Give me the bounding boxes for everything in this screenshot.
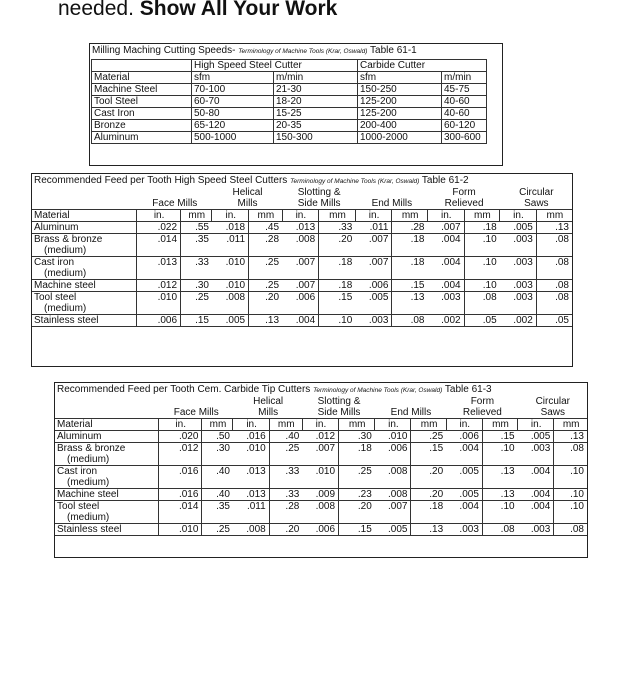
unit-mm: mm (411, 419, 446, 431)
value-cell: .003 (446, 524, 482, 536)
group-header: Form Relieved (462, 396, 502, 418)
value-cell: .13 (411, 524, 446, 536)
unit-mm: mm (339, 419, 375, 431)
value-cell: .008 (212, 292, 249, 315)
value-cell: .012 (137, 280, 181, 292)
material-name: Tool steel (57, 501, 100, 512)
value-cell: .006 (355, 280, 392, 292)
material-cell: Bronze (92, 120, 192, 132)
material-cell (32, 234, 137, 257)
table-row (32, 315, 572, 327)
value-cell: .30 (181, 280, 212, 292)
value-cell: .003 (518, 443, 554, 466)
material-name: Stainless steel (57, 524, 122, 535)
value-cell: .004 (427, 257, 464, 280)
table-row (92, 96, 487, 108)
table-caption: Recommended Feed per Tooth High Speed Steel Cutters Terminology of Machine Tools (Krar, Oswald) Table 61-2 (34, 175, 469, 186)
material-cell (32, 257, 137, 280)
value-cell: .18 (319, 280, 356, 292)
value-cell: .10 (554, 501, 587, 524)
material-cell (32, 292, 137, 315)
material-cell: Cast Iron (92, 108, 192, 120)
value-cell: .25 (411, 431, 446, 443)
value-cell: .50 (202, 431, 233, 443)
value-cell: .004 (282, 315, 319, 327)
value-cell: .10 (464, 257, 500, 280)
table-row (92, 84, 487, 96)
value-cell: .010 (212, 257, 249, 280)
value-cell: .08 (464, 292, 500, 315)
value-cell: .20 (411, 466, 446, 489)
value-cell: 15-25 (274, 108, 358, 120)
value-cell: .010 (212, 280, 249, 292)
feed-carbide-grid (55, 396, 587, 536)
feed-carbide-table (54, 382, 588, 558)
group-header-row (32, 187, 572, 210)
feed-hss-grid (32, 187, 572, 327)
table-row (32, 292, 572, 315)
value-cell: 40-60 (442, 108, 487, 120)
unit-in: in. (233, 419, 269, 431)
value-cell: .33 (269, 489, 302, 501)
value-cell: .10 (482, 443, 517, 466)
value-cell: .10 (554, 489, 587, 501)
units-row (55, 419, 587, 431)
group-header: Circular Saws (535, 396, 571, 418)
table-caption: Recommended Feed per Tooth Cem. Carbide Tip Cutters Terminology of Machine Tools (Krar, Oswald) Table 61-3 (57, 384, 492, 395)
value-cell: .25 (249, 280, 282, 292)
value-cell: .40 (202, 489, 233, 501)
value-cell: .011 (212, 234, 249, 257)
value-cell: .006 (446, 431, 482, 443)
material-name: Machine steel (34, 280, 96, 291)
value-cell: .28 (269, 501, 302, 524)
unit-in: in. (158, 419, 201, 431)
value-cell: .010 (137, 292, 181, 315)
value-cell: 300-600 (442, 132, 487, 144)
value-cell: .15 (392, 280, 428, 292)
value-cell: .13 (249, 315, 282, 327)
group-header: Slotting & Side Mills (317, 396, 361, 418)
value-cell: .007 (355, 234, 392, 257)
material-cell (32, 222, 137, 234)
value-cell: .009 (302, 489, 338, 501)
value-cell: .05 (536, 315, 572, 327)
value-cell: .008 (282, 234, 319, 257)
material-name: Aluminum (34, 222, 79, 233)
value-cell: .003 (500, 280, 537, 292)
material-grade: (medium) (67, 454, 110, 465)
value-cell: .25 (181, 292, 212, 315)
value-cell: .45 (249, 222, 282, 234)
unit-in: in. (375, 419, 411, 431)
unit-mm: mm (464, 210, 500, 222)
value-cell: .005 (500, 222, 537, 234)
value-cell: 150-300 (274, 132, 358, 144)
unit-header: m/min (442, 72, 487, 84)
unit-mm: mm (392, 210, 428, 222)
page-heading (58, 0, 337, 21)
value-cell: .18 (411, 501, 446, 524)
material-cell (32, 315, 137, 327)
value-cell: .005 (446, 466, 482, 489)
material-grade: (medium) (44, 245, 87, 256)
value-cell: 150-250 (358, 84, 442, 96)
unit-in: in. (282, 210, 319, 222)
value-cell: .15 (339, 524, 375, 536)
value-cell: .010 (375, 431, 411, 443)
value-cell: .08 (536, 292, 572, 315)
value-cell: 65-120 (192, 120, 274, 132)
value-cell: 125-200 (358, 96, 442, 108)
value-cell: .004 (518, 466, 554, 489)
value-cell: .18 (464, 222, 500, 234)
value-cell: .15 (319, 292, 356, 315)
value-cell: .003 (355, 315, 392, 327)
value-cell: .018 (212, 222, 249, 234)
value-cell: .004 (446, 443, 482, 466)
unit-mm: mm (554, 419, 587, 431)
table-row (55, 524, 587, 536)
value-cell: .25 (202, 524, 233, 536)
table-row (32, 280, 572, 292)
group-header: End Mills (390, 407, 432, 418)
unit-in: in. (446, 419, 482, 431)
value-cell: .004 (427, 280, 464, 292)
group-hss: High Speed Steel Cutter (192, 60, 358, 72)
value-cell: .55 (181, 222, 212, 234)
cutting-speeds-table (89, 43, 503, 166)
table-row (32, 222, 572, 234)
value-cell: .003 (500, 257, 537, 280)
unit-mm: mm (269, 419, 302, 431)
value-cell: .002 (427, 315, 464, 327)
value-cell: .08 (536, 257, 572, 280)
unit-in: in. (427, 210, 464, 222)
group-header: Slotting & Side Mills (297, 187, 341, 209)
value-cell: .007 (282, 280, 319, 292)
value-cell: .10 (464, 234, 500, 257)
value-cell: .20 (269, 524, 302, 536)
value-cell: .13 (482, 466, 517, 489)
unit-mm: mm (536, 210, 572, 222)
value-cell: .003 (500, 292, 537, 315)
table-row (32, 257, 572, 280)
value-cell: .011 (233, 501, 269, 524)
material-name: Cast iron (57, 466, 98, 477)
value-cell: 18-20 (274, 96, 358, 108)
group-header: Form Relieved (444, 187, 484, 209)
table-row (32, 234, 572, 257)
value-cell: .15 (482, 431, 517, 443)
value-cell: .08 (536, 280, 572, 292)
material-name: Stainless steel (34, 315, 99, 326)
value-cell: .08 (392, 315, 428, 327)
value-cell: .014 (158, 501, 201, 524)
unit-in: in. (212, 210, 249, 222)
value-cell: 60-120 (442, 120, 487, 132)
value-cell: .08 (554, 524, 587, 536)
value-cell: 125-200 (358, 108, 442, 120)
table-row (55, 431, 587, 443)
table-row (92, 132, 487, 144)
group-header: Helical Mills (253, 396, 284, 418)
value-cell: .004 (518, 501, 554, 524)
value-cell: .30 (202, 443, 233, 466)
value-cell: 20-35 (274, 120, 358, 132)
value-cell: .002 (500, 315, 537, 327)
col-material: Material (32, 210, 137, 222)
value-cell: .007 (375, 501, 411, 524)
value-cell: .13 (482, 489, 517, 501)
table-row (55, 443, 587, 466)
value-cell: .13 (554, 431, 587, 443)
value-cell: .013 (233, 489, 269, 501)
value-cell: .007 (427, 222, 464, 234)
value-cell: .10 (464, 280, 500, 292)
value-cell: .022 (137, 222, 181, 234)
group-carbide: Carbide Cutter (358, 60, 487, 72)
value-cell: .010 (158, 524, 201, 536)
value-cell: .012 (302, 431, 338, 443)
unit-in: in. (137, 210, 181, 222)
value-cell: .010 (302, 466, 338, 489)
material-cell (32, 280, 137, 292)
cutting-speeds-grid (91, 59, 487, 144)
value-cell: .33 (319, 222, 356, 234)
unit-header: sfm (358, 72, 442, 84)
value-cell: 1000-2000 (358, 132, 442, 144)
table-row (55, 489, 587, 501)
value-cell: .23 (339, 489, 375, 501)
material-name: Aluminum (57, 431, 102, 442)
value-cell: .003 (518, 524, 554, 536)
table-row (92, 120, 487, 132)
col-material: Material (92, 72, 192, 84)
value-cell: 500-1000 (192, 132, 274, 144)
value-cell: .012 (158, 443, 201, 466)
heading-prefix: needed. (58, 0, 140, 20)
value-cell: .10 (482, 501, 517, 524)
value-cell: .05 (464, 315, 500, 327)
value-cell: 40-60 (442, 96, 487, 108)
value-cell: .40 (269, 431, 302, 443)
material-cell: Machine Steel (92, 84, 192, 96)
value-cell: .08 (554, 443, 587, 466)
value-cell: .016 (158, 489, 201, 501)
value-cell: .014 (137, 234, 181, 257)
group-header-row (55, 396, 587, 419)
group-header: Circular Saws (519, 187, 554, 209)
unit-mm: mm (202, 419, 233, 431)
value-cell: .013 (282, 222, 319, 234)
value-cell: .006 (282, 292, 319, 315)
value-cell: .15 (411, 443, 446, 466)
value-cell: .18 (319, 257, 356, 280)
value-cell: .005 (446, 489, 482, 501)
group-header: Helical Mills (232, 187, 263, 209)
value-cell: .011 (355, 222, 392, 234)
value-cell: .20 (249, 292, 282, 315)
material-name: Brass & bronze (34, 234, 103, 245)
value-cell: .006 (137, 315, 181, 327)
unit-mm: mm (319, 210, 356, 222)
value-cell: .18 (339, 443, 375, 466)
material-grade: (medium) (44, 303, 87, 314)
value-cell: .008 (375, 489, 411, 501)
value-cell: .005 (355, 292, 392, 315)
material-cell (55, 489, 158, 501)
material-name: Brass & bronze (57, 443, 126, 454)
material-grade: (medium) (67, 512, 110, 523)
value-cell: .13 (392, 292, 428, 315)
feed-hss-table (31, 173, 573, 367)
value-cell: .003 (427, 292, 464, 315)
value-cell: .33 (269, 466, 302, 489)
unit-in: in. (355, 210, 392, 222)
value-cell: .28 (392, 222, 428, 234)
value-cell: .005 (212, 315, 249, 327)
value-cell: .006 (302, 524, 338, 536)
table-row (55, 466, 587, 489)
value-cell: .016 (233, 431, 269, 443)
material-cell: Tool Steel (92, 96, 192, 108)
value-cell: .20 (411, 489, 446, 501)
group-header: End Mills (371, 198, 413, 209)
value-cell: .020 (158, 431, 201, 443)
units-row (32, 210, 572, 222)
unit-header: m/min (274, 72, 358, 84)
value-cell: 45-75 (442, 84, 487, 96)
material-cell (55, 466, 158, 489)
value-cell: .008 (233, 524, 269, 536)
value-cell: .18 (392, 257, 428, 280)
material-name: Machine steel (57, 489, 119, 500)
value-cell: .004 (446, 501, 482, 524)
value-cell: .005 (518, 431, 554, 443)
value-cell: .013 (233, 466, 269, 489)
group-header: Face Mills (173, 407, 219, 418)
value-cell: .004 (518, 489, 554, 501)
value-cell: .004 (427, 234, 464, 257)
unit-in: in. (500, 210, 537, 222)
value-cell: .008 (375, 466, 411, 489)
value-cell: .08 (536, 234, 572, 257)
table-caption: Milling Maching Cutting Speeds- Terminology of Machine Tools (Krar, Oswald) Table 61-1 (92, 45, 417, 56)
value-cell: 200-400 (358, 120, 442, 132)
value-cell: .25 (269, 443, 302, 466)
value-cell: .35 (202, 501, 233, 524)
value-cell: .10 (554, 466, 587, 489)
material-name: Cast iron (34, 257, 75, 268)
value-cell: .28 (249, 234, 282, 257)
value-cell: .005 (375, 524, 411, 536)
value-cell: 70-100 (192, 84, 274, 96)
value-cell: .20 (319, 234, 356, 257)
unit-header: sfm (192, 72, 274, 84)
material-name: Tool steel (34, 292, 77, 303)
table-row (55, 501, 587, 524)
value-cell: .007 (355, 257, 392, 280)
value-cell: .18 (392, 234, 428, 257)
value-cell: .016 (158, 466, 201, 489)
value-cell: .006 (375, 443, 411, 466)
value-cell: .008 (302, 501, 338, 524)
value-cell: .08 (482, 524, 517, 536)
unit-in: in. (518, 419, 554, 431)
value-cell: .40 (202, 466, 233, 489)
value-cell: .30 (339, 431, 375, 443)
value-cell: .10 (319, 315, 356, 327)
material-cell (55, 501, 158, 524)
unit-mm: mm (482, 419, 517, 431)
value-cell: .013 (137, 257, 181, 280)
group-header: Face Mills (152, 198, 198, 209)
value-cell: .003 (500, 234, 537, 257)
unit-mm: mm (181, 210, 212, 222)
value-cell: .007 (302, 443, 338, 466)
value-cell: 50-80 (192, 108, 274, 120)
value-cell: .15 (181, 315, 212, 327)
col-material: Material (55, 419, 158, 431)
value-cell: .33 (181, 257, 212, 280)
value-cell: .010 (233, 443, 269, 466)
unit-in: in. (302, 419, 338, 431)
value-cell: .007 (282, 257, 319, 280)
material-cell (55, 431, 158, 443)
value-cell: .20 (339, 501, 375, 524)
material-cell: Aluminum (92, 132, 192, 144)
value-cell: .25 (339, 466, 375, 489)
value-cell: .13 (536, 222, 572, 234)
material-cell (55, 443, 158, 466)
material-grade: (medium) (67, 477, 110, 488)
heading-bold: Show All Your Work (139, 0, 338, 20)
material-cell (55, 524, 158, 536)
value-cell: .25 (249, 257, 282, 280)
unit-mm: mm (249, 210, 282, 222)
value-cell: 60-70 (192, 96, 274, 108)
material-grade: (medium) (44, 268, 87, 279)
value-cell: 21-30 (274, 84, 358, 96)
table-row (92, 108, 487, 120)
value-cell: .35 (181, 234, 212, 257)
